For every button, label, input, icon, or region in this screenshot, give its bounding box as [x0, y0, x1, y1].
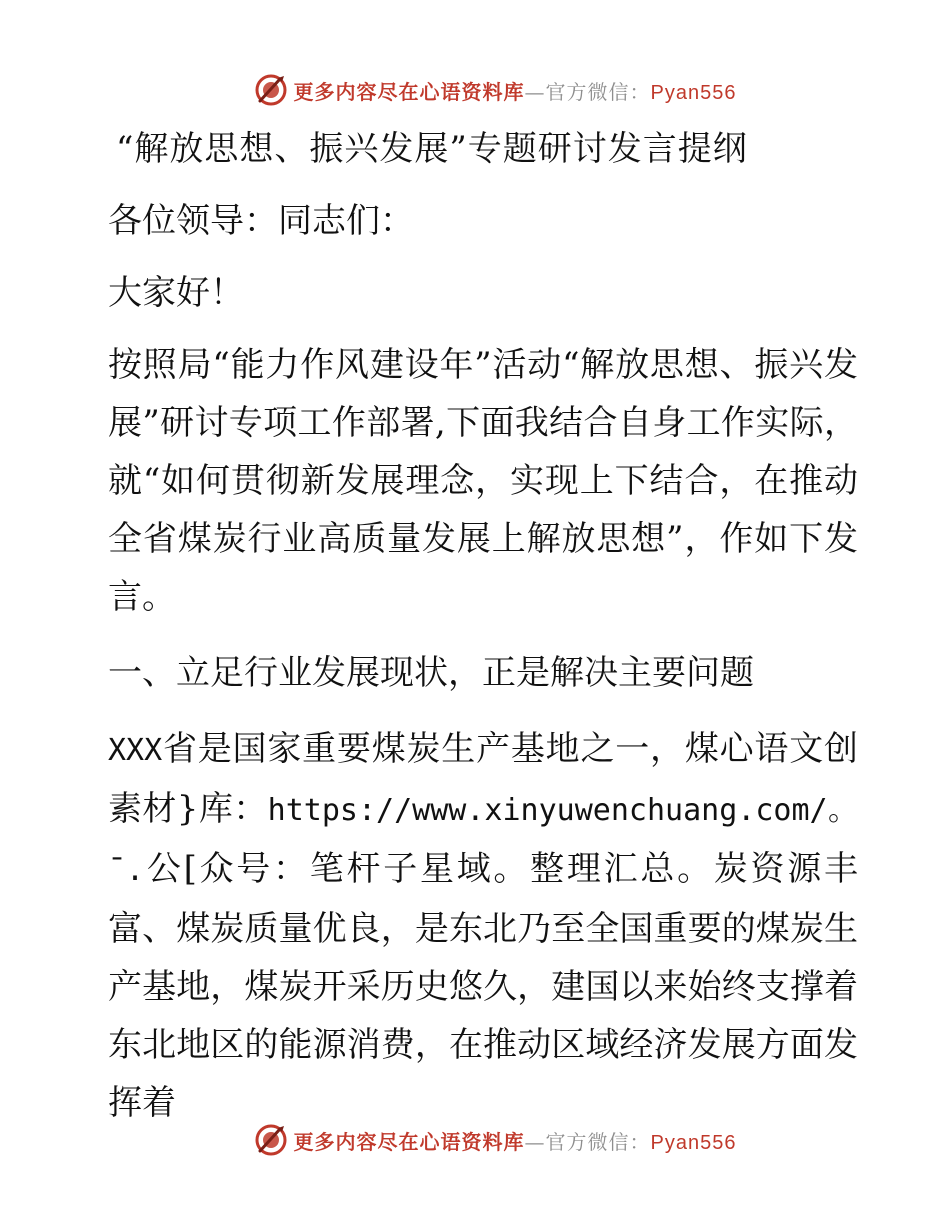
document-title: “解放思想、振兴发展”专题研讨发言提纲 — [116, 129, 748, 169]
banner-separator-text: —官方微信： — [524, 79, 651, 104]
quill-seal-icon — [254, 1123, 288, 1157]
document-body — [98, 120, 858, 1132]
banner-text — [294, 1126, 737, 1155]
paragraph-section-1-part-a: 省是国家重要煤炭生产基地之一，煤心语文创素材}库： — [108, 729, 858, 829]
section-heading-1: 一、立足行业发展现状，正是解决主要问题 — [108, 653, 754, 693]
banner-content — [254, 73, 737, 107]
banner-wechat-id: Pyan556 — [650, 1131, 737, 1154]
banner-main-text: 更多内容尽在心语资料库 — [293, 1129, 525, 1154]
province-placeholder: XXX — [108, 733, 163, 768]
banner-separator-text: —官方微信： — [524, 1129, 651, 1154]
header-banner — [0, 70, 950, 110]
banner-text — [294, 76, 737, 105]
banner-content — [254, 1123, 737, 1157]
paragraph-intro: 按照局“能力作风建设年”活动“解放思想、振兴发展”研讨专项工作部署,下面我结合自身工作实际，就“如何贯彻新发展理念，实现上下结合，在推动全省煤炭行业高质量发展上解放思想”，作如下发言。 — [108, 345, 858, 617]
footer-banner — [0, 1120, 950, 1160]
banner-main-text: 更多内容尽在心语资料库 — [293, 79, 525, 104]
source-url-text: https://www.xinyuwenchuang.com/。¯. — [108, 793, 858, 888]
greeting-leaders: 各位领导：同志们： — [108, 201, 414, 241]
paragraph-section-1-part-b: 公[众号：笔杆子星域。整理汇总。炭资源丰富、煤炭质量优良，是东北乃至全国重要的煤炭生产基地，煤炭开采历史悠久，建国以来始终支撑着东北地区的能源消费，在推动区域经济发展方面发挥着 — [108, 849, 858, 1123]
greeting-hello: 大家好！ — [108, 273, 244, 313]
paragraph-section-1 — [98, 720, 858, 1132]
quill-seal-icon — [254, 73, 288, 107]
banner-wechat-id: Pyan556 — [650, 81, 737, 104]
